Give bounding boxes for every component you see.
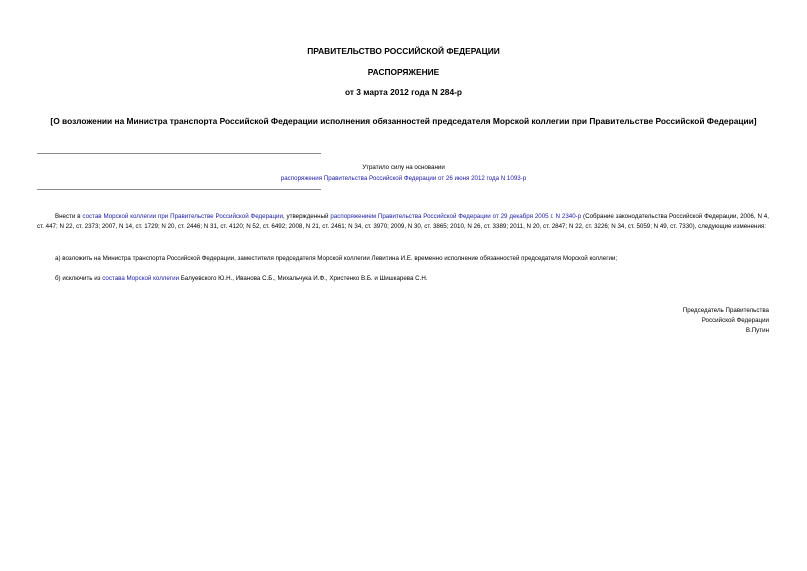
link-collegium-composition-2[interactable]: состава Морской коллегии [102,275,180,282]
text-segment: , утвержденный [282,213,331,220]
lost-force-note: Утратило силу на основании [362,164,445,171]
document-date-number: от 3 марта 2012 года N 284-р [344,87,463,97]
signature-name: В.Путин [745,327,769,334]
document-type: РАСПОРЯЖЕНИЕ [367,67,440,77]
paragraph-main [37,212,769,232]
item-b [37,274,769,284]
government-heading: ПРАВИТЕЛЬСТВО РОССИЙСКОЙ ФЕДЕРАЦИИ [307,46,500,56]
signature-block [683,306,769,336]
document-title: [О возложении на Министра транспорта Российской Федерации исполнения обязанностей председателя Морской коллегии при Правительстве Российской Федерации] [50,116,757,126]
link-collegium-composition[interactable]: состав Морской коллегии при Правительстве Российской Федерации [82,213,283,220]
text-segment: б) исключить из [55,275,103,282]
link-order[interactable]: распоряжением [330,213,377,220]
basis-link[interactable]: распоряжения Правительства Российской Федерации от 26 июня 2012 года N 1093-р [280,175,527,182]
text-segment: Балуевского Ю.Н., Иванова С.Б., Михальчука И.Ф., Христенко В.Б. и Шишкарева С.Н. [179,275,428,282]
item-a: а) возложить на Министра транспорта Российской Федерации, заместителя председателя Морской коллегии Левитина И.Е. временно исполнение обязанностей председателя Морской коллегии; [55,255,618,262]
link-order-2340[interactable]: Правительства Российской Федерации от 29 декабря 2005 г. N 2340-р [377,213,582,220]
text-segment: (Собрание законодательства Российской Федерации, 2006, N 4, ст. 447; N 22, ст. 2373; 2007, N 14, ст. 1729; N 20, ст. 2446; N 31, ст. 4120; N 52, ст. 6492; 2008, N 21, ст. 2461; N 34, ст. 3970; 2009, N 30, ст. 3865; 2010, N 26, ст. 3389; 2011, N 20, ст. 2847; N 22, ст. 3226; N 34, ст. 5059; N 49, ст. 7330), следующие изменения: [37,213,769,230]
divider-bottom [37,189,321,190]
signature-line-1: Председатель Правительства [682,307,769,314]
text-segment: Внести в [55,213,83,220]
signature-line-2: Российской Федерации [701,317,769,324]
divider-top [37,153,321,154]
